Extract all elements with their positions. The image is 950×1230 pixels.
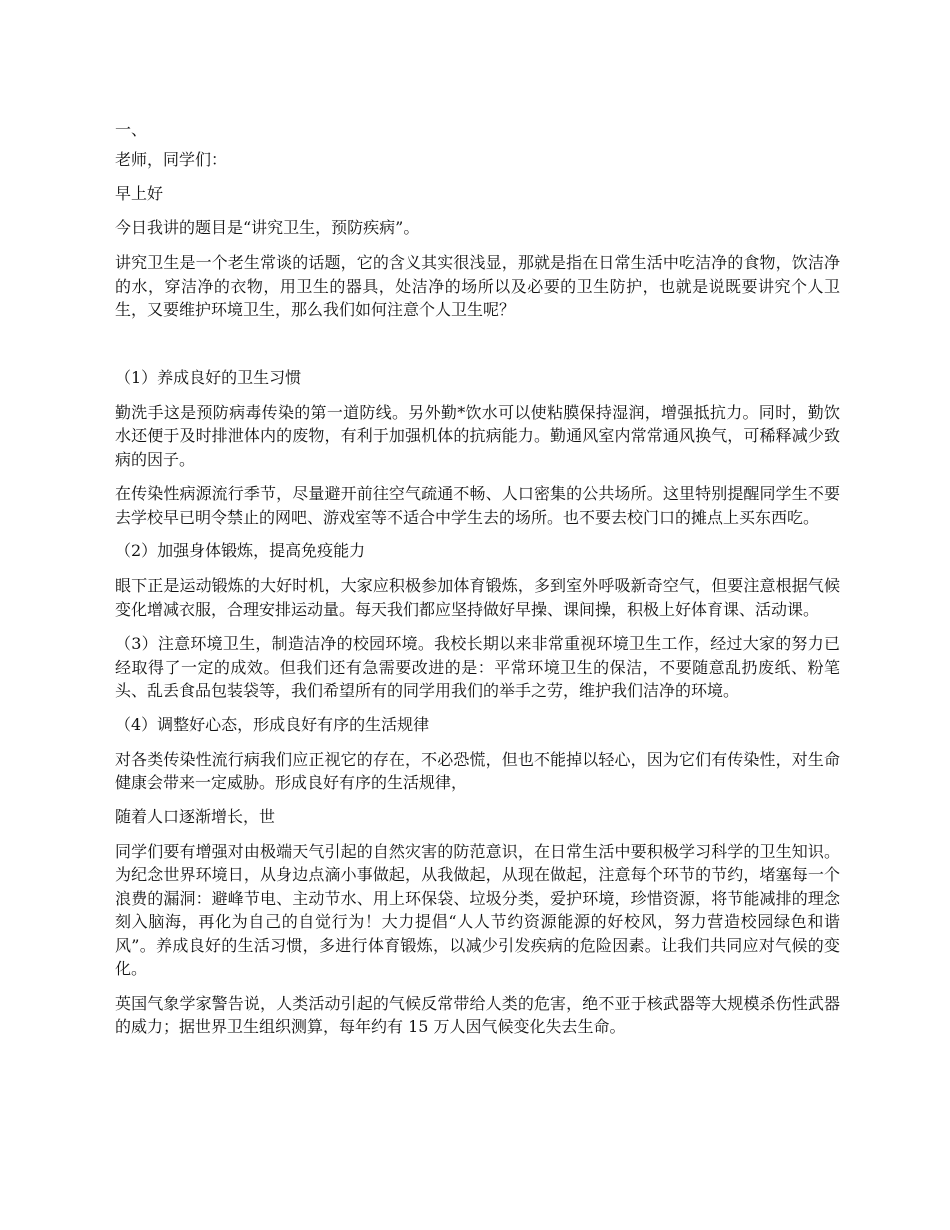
section-heading-2: （2）加强身体锻炼，提高免疫能力 <box>115 541 366 560</box>
topic-line: 今日我讲的题目是“讲究卫生，预防疾病”。 <box>115 218 420 237</box>
public-places-paragraph: 在传染性病源流行季节，尽量避开前往空气疏通不畅、人口密集的公共场所。这里特别提醒同学生不要去学校早已明令禁止的网吧、游戏室等不适合中学生去的场所。也不要去校门口的摊点上买东西吃。 <box>115 484 840 527</box>
greeting: 早上好 <box>115 184 164 203</box>
environment-paragraph: （3）注意环境卫生，制造洁净的校园环境。我校长期以来非常重视环境卫生工作，经过大家的努力已经取得了一定的成效。但我们还有急需要改进的是：平常环境卫生的保洁，不要随意乱扔废纸、粉笔头、乱丢食品包装袋等，我们希望所有的同学用我们的举手之劳，维护我们洁净的环境。 <box>115 634 840 700</box>
population-fragment: 随着人口逐渐增长，世 <box>115 806 276 826</box>
section-number: 一、 <box>115 120 148 139</box>
handwashing-paragraph: 勤洗手这是预防病毒传染的第一道防线。另外勤*饮水可以使粘膜保持湿润，增强抵抗力。同时，勤饮水还便于及时排泄体内的废物，有利于加强机体的抗病能力。勤通风室内常常通风换气，可稀释减少致病的因子。 <box>115 402 840 469</box>
exercise-paragraph: 眼下正是运动锻炼的大好时机，大家应积极参加体育锻炼，多到室外呼吸新奇空气，但要注意根据气候变化增减衣服，合理安排运动量。每天我们都应坚持做好早操、课间操，积极上好体育课、活动课。 <box>115 576 840 619</box>
intro-paragraph: 讲究卫生是一个老生常谈的话题，它的含义其实很浅显，那就是指在日常生活中吃洁净的食物，饮洁净的水，穿洁净的衣物，用卫生的器具，处洁净的场所以及必要的卫生防护，也就是说既要讲究个人卫生，又要维护环境卫生，那么我们如何注意个人卫生呢？ <box>115 253 840 319</box>
salutation: 老师，同学们： <box>115 150 228 169</box>
climate-awareness-paragraph: 同学们要有增强对由极端天气引起的自然灾害的防范意识，在日常生活中要积极学习科学的卫生知识。为纪念世界环境日，从身边点滴小事做起，从我做起，从现在做起，注意每个环节的节约，堵塞每一个浪费的漏洞：避峰节电、主动节水、用上环保袋、垃圾分类，爱护环境，珍惜资源，将节能减排的理念刻入脑海，再化为自己的自觉行为！大力提倡“人人节约资源能源的好校风，努力营造校园绿色和谐风”。养成良好的生活习惯，多进行体育锻炼，以减少引发疾病的危险因素。让我们共同应对气候的变化。 <box>115 841 840 978</box>
section-heading-4: （4）调整好心态，形成良好有序的生活规律 <box>115 714 430 734</box>
section-heading-1: （1）养成良好的卫生习惯 <box>115 367 302 387</box>
document-body <box>115 122 840 1039</box>
attitude-paragraph: 对各类传染性流行病我们应正视它的存在，不必恐慌，但也不能掉以轻心，因为它们有传染性，对生命健康会带来一定威胁。形成良好有序的生活规律， <box>115 749 840 792</box>
climate-warning-paragraph: 英国气象学家警告说，人类活动引起的气候反常带给人类的危害，绝不亚于核武器等大规模杀伤性武器的威力；据世界卫生组织测算，每年约有 15 万人因气候变化失去生命。 <box>115 993 840 1036</box>
